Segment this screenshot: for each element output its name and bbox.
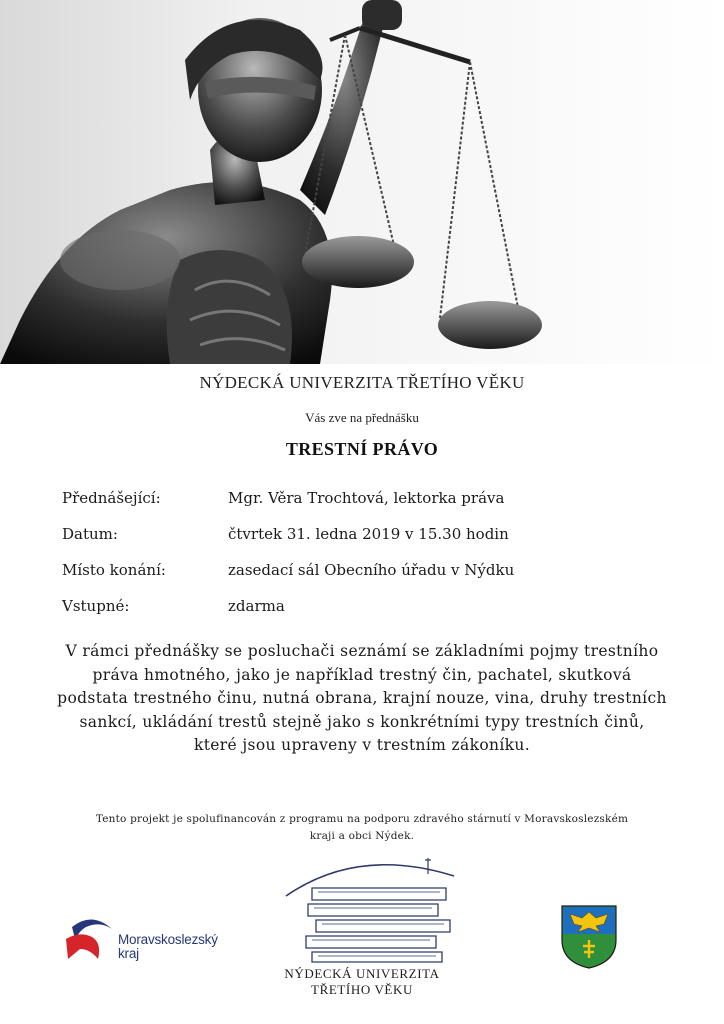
- university-name-line1: NÝDECKÁ UNIVERZITA: [284, 966, 440, 981]
- university-logo-icon: [278, 852, 478, 964]
- detail-label: Vstupné:: [62, 597, 130, 615]
- detail-value: Mgr. Věra Trochtová, lektorka práva: [228, 489, 505, 507]
- detail-value: zasedací sál Obecního úřadu v Nýdku: [228, 561, 515, 579]
- detail-row-admission: [62, 597, 682, 633]
- funding-note: Tento projekt je spolufinancován z programu na podporu zdravého stárnutí v Moravskoslezském kraji a obci Nýdek.: [95, 813, 629, 842]
- detail-row-venue: [62, 561, 682, 597]
- detail-value: zdarma: [228, 597, 285, 615]
- detail-row-date: [62, 525, 682, 561]
- detail-label: Místo konání:: [62, 561, 166, 579]
- detail-label: Datum:: [62, 525, 118, 543]
- invitation-text: Vás zve na přednášku: [305, 410, 419, 425]
- university-logo-text: [250, 966, 474, 998]
- lecture-description: V rámci přednášky se posluchači seznámí se základními pojmy trestního práva hmotného, jako je například trestný čin, pachatel, skutková podstata trestného činu, nutná obrana, krajní nouze, vina, druhy trestních sankcí, ukládání trestů stejně jako s konkrétními typy trestních činů, které jsou upraveny v trestním zákoníku.: [57, 642, 667, 754]
- organization-title: NÝDECKÁ UNIVERZITA TŘETÍHO VĚKU: [199, 373, 525, 392]
- detail-label: Přednášející:: [62, 489, 161, 507]
- university-name-line2: TŘETÍHO VĚKU: [311, 982, 413, 997]
- region-logo-icon: [62, 913, 116, 965]
- detail-row-lecturer: [62, 489, 682, 525]
- detail-value: čtvrtek 31. ledna 2019 v 15.30 hodin: [228, 525, 509, 543]
- region-logo: [62, 913, 232, 965]
- region-name-line1: Moravskoslezský: [118, 932, 218, 947]
- region-name-line2: kraj: [118, 946, 139, 961]
- lecture-details: [62, 489, 682, 633]
- lecture-title: TRESTNÍ PRÁVO: [285, 439, 439, 459]
- region-logo-text: [118, 933, 218, 961]
- lady-justice-image: [0, 0, 724, 364]
- nydek-crest-icon: [560, 904, 618, 970]
